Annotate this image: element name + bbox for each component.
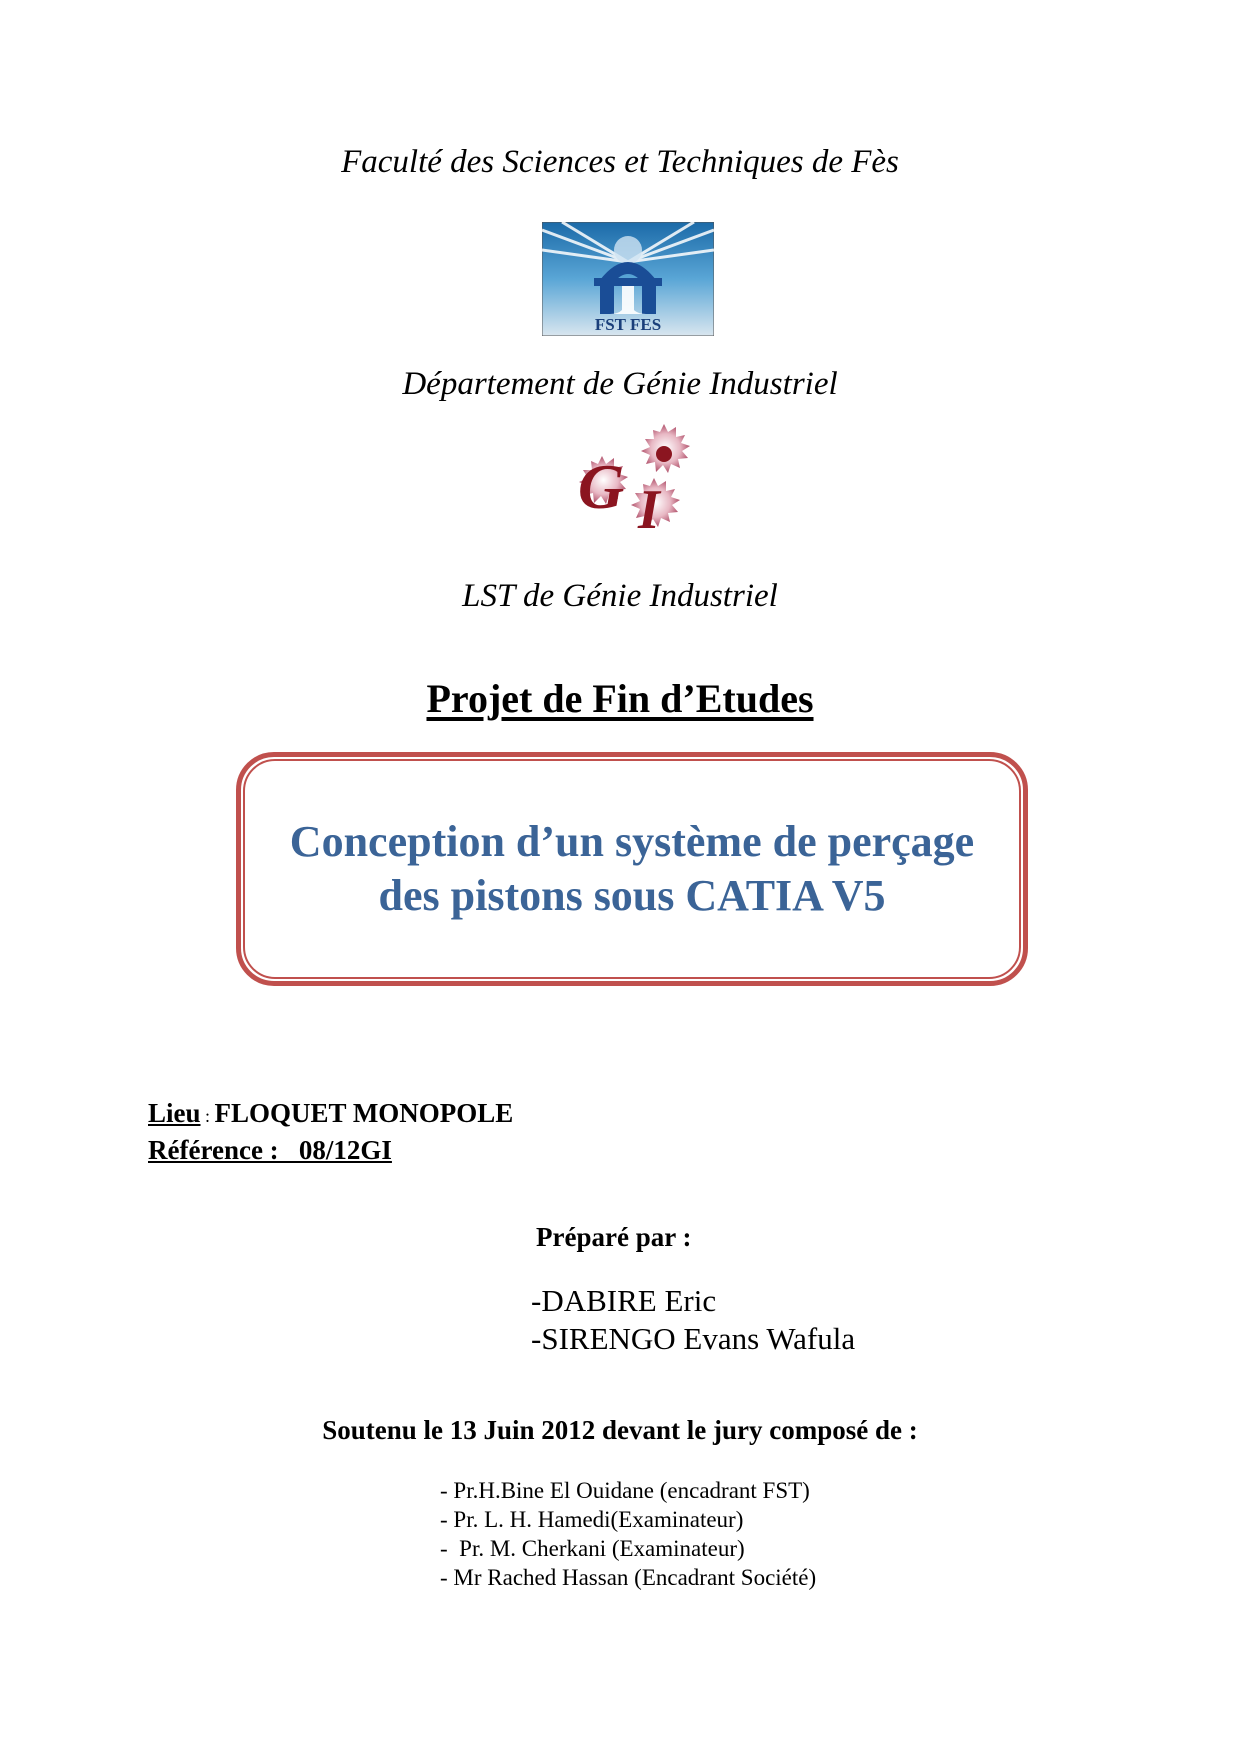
jury-member: - Pr.H.Bine El Ouidane (encadrant FST) [440, 1478, 810, 1503]
fst-logo-text: FST FES [594, 315, 662, 334]
author-item: -SIRENGO Evans Wafula [531, 1321, 856, 1356]
jury-member: - Pr. M. Cherkani (Examinateur) [440, 1536, 745, 1561]
reference-row [148, 1133, 513, 1167]
department-name: Département de Génie Industriel [402, 366, 838, 402]
prepared-by-label: Préparé par : [536, 1222, 692, 1252]
jury-member: - Pr. L. H. Hamedi(Examinateur) [440, 1507, 744, 1532]
reference-label: Référence : 08/12GI [148, 1135, 392, 1165]
project-title-box-inner [243, 759, 1021, 979]
project-label: Projet de Fin d’Etudes [426, 676, 814, 721]
gi-logo-letter-i: I [638, 479, 660, 541]
jury-title: Soutenu le 13 Juin 2012 devant le jury composé de : [322, 1415, 918, 1445]
authors-list [531, 1282, 855, 1358]
author-item: -DABIRE Eric [531, 1283, 717, 1318]
place-row [148, 1096, 513, 1133]
project-info [148, 1096, 513, 1167]
fst-fes-logo-icon [542, 222, 714, 336]
program-name: LST de Génie Industriel [462, 578, 778, 614]
project-title-line-1: Conception d’un système de perçage [289, 817, 975, 866]
place-label: Lieu [148, 1098, 201, 1128]
jury-member: - Mr Rached Hassan (Encadrant Société) [440, 1565, 817, 1590]
gi-logo-icon [558, 424, 698, 554]
faculty-name: Faculté des Sciences et Techniques de Fès [341, 144, 899, 180]
place-value: FLOQUET MONOPOLE [214, 1098, 514, 1128]
place-separator: : [200, 1106, 215, 1126]
jury-list [440, 1476, 816, 1592]
project-title-line-2: des pistons sous CATIA V5 [378, 871, 886, 920]
project-title-box [236, 752, 1028, 986]
gi-logo-letter-g: G [578, 451, 625, 522]
